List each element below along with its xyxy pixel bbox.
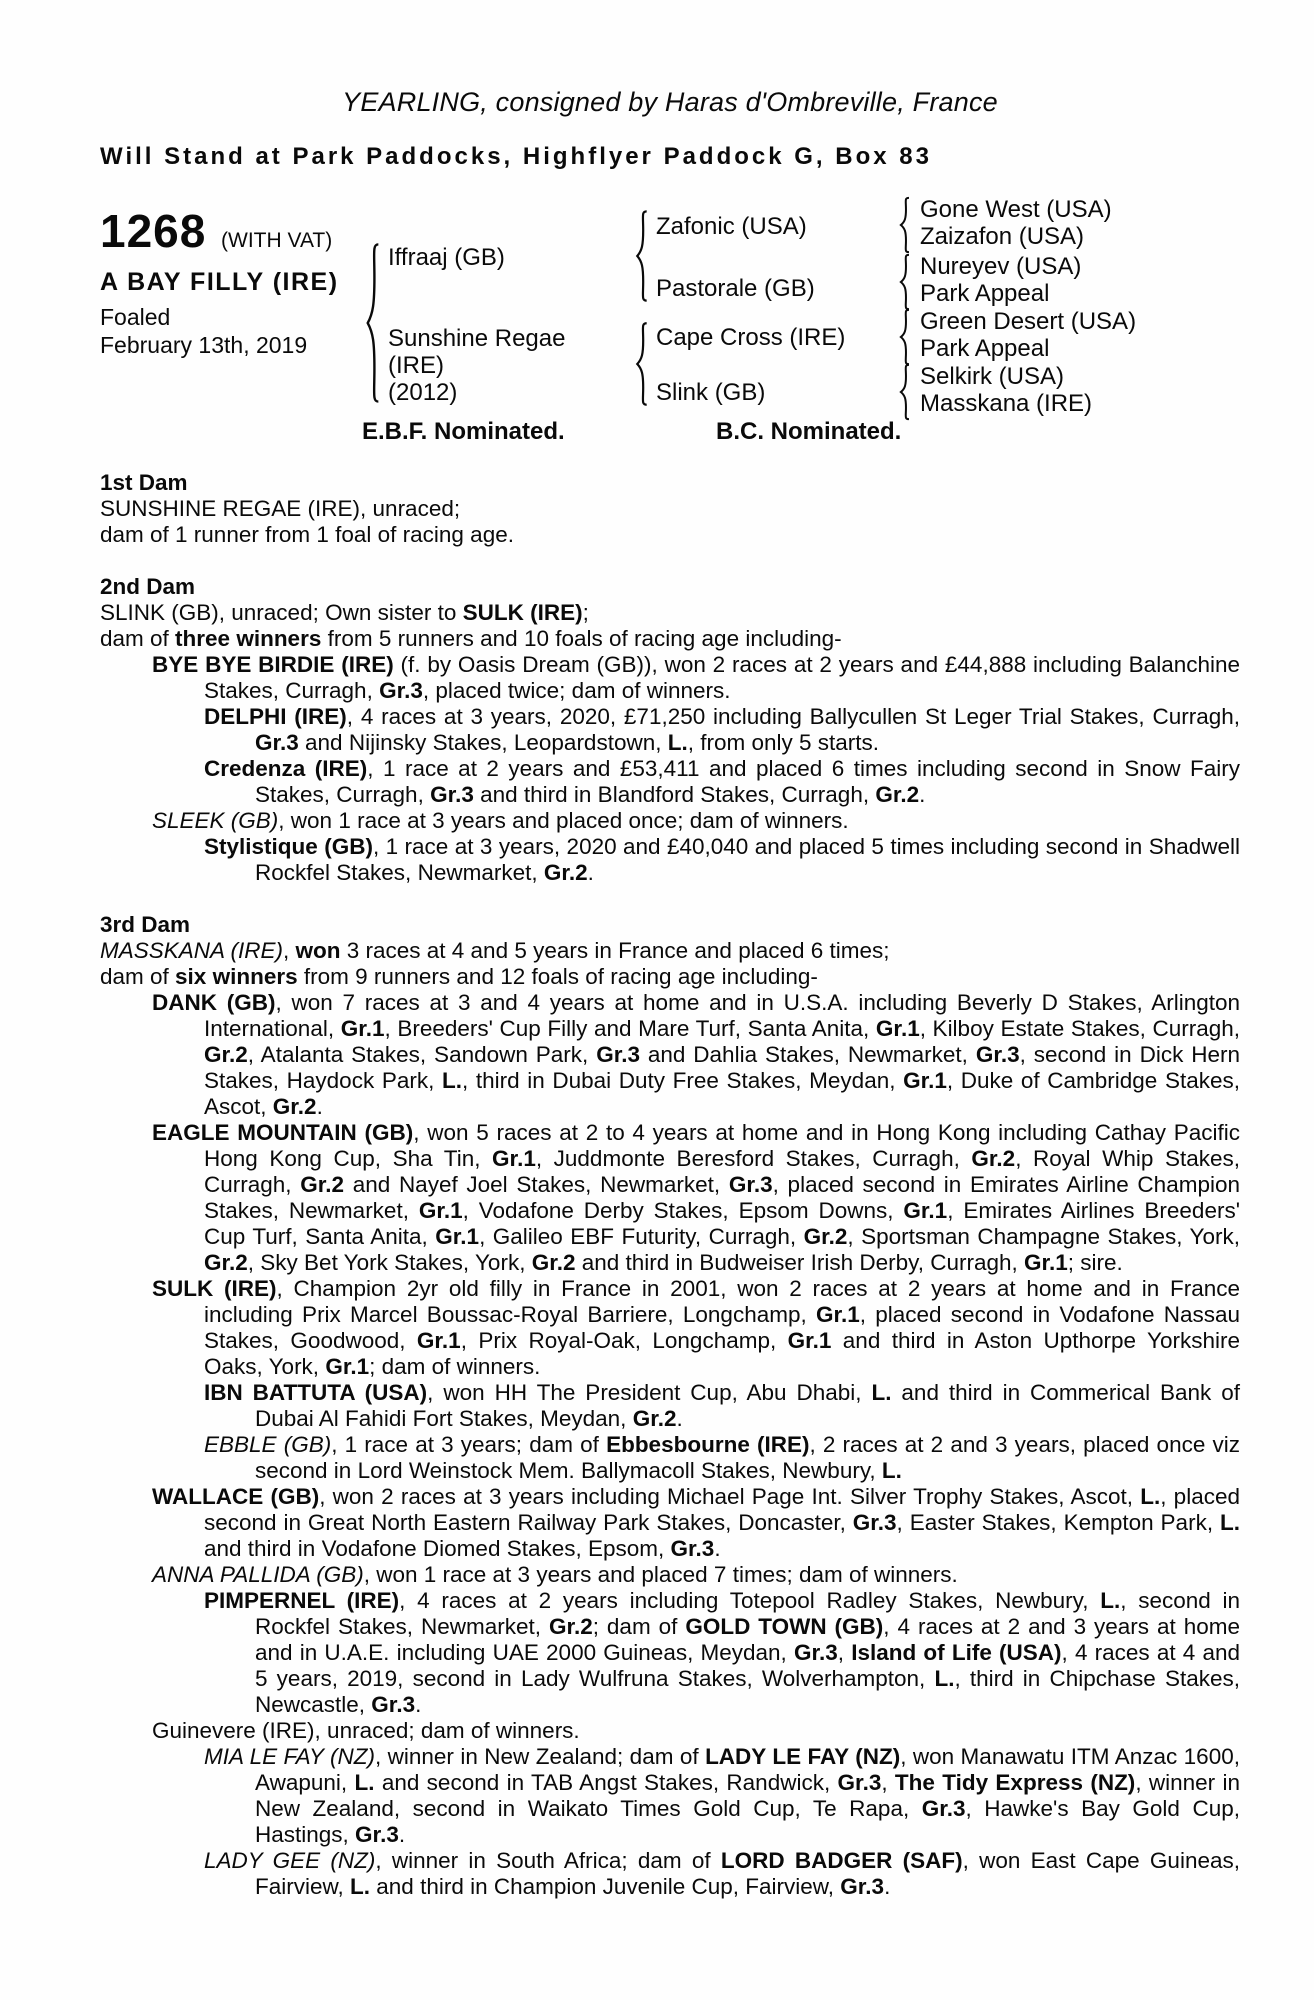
- catalogue-paragraph: SLINK (GB), unraced; Own sister to SULK (IRE);: [100, 600, 589, 625]
- pedigree-brace-icon: [898, 364, 911, 420]
- pedigree-name: Park Appeal: [920, 280, 1050, 307]
- pedigree-brace-icon: [634, 322, 649, 406]
- pedigree-dam-sire: Cape Cross (IRE): [656, 324, 846, 351]
- catalogue-paragraph: BYE BYE BIRDIE (IRE) (f. by Oasis Dream (GB)), won 2 races at 2 years and £44,888 including Balanchine Stakes, Curragh, Gr.3, placed twice; dam of winners.: [152, 652, 1241, 703]
- pedigree-dam-name: Sunshine Regae: [388, 325, 566, 352]
- pedigree-name: Masskana (IRE): [920, 390, 1093, 417]
- dam-section: [100, 574, 1240, 886]
- pedigree-name: Gone West (USA): [920, 196, 1112, 223]
- pedigree-dam-suffix: (IRE): [388, 352, 444, 379]
- pedigree-name: Park Appeal: [920, 335, 1050, 362]
- catalogue-paragraph: DANK (GB), won 7 races at 3 and 4 years at home and in U.S.A. including Beverly D Stakes, Arlington International, Gr.1, Breeders' Cup Filly and Mare Turf, Santa Anita, Gr.1, Kilboy Estate Stakes, Curragh, Gr.2, Atalanta Stakes, Sandown Park, Gr.3 and Dahlia Stakes, Newmarket, Gr.3, second in Dick Hern Stakes, Haydock Park, L., third in Dubai Duty Free Stakes, Meydan, Gr.1, Duke of Cambridge Stakes, Ascot, Gr.2.: [152, 990, 1241, 1119]
- nominations-row: [100, 418, 1240, 448]
- catalogue-paragraph: EBBLE (GB), 1 race at 3 years; dam of Ebbesbourne (IRE), 2 races at 2 and 3 years, placed once viz second in Lord Weinstock Mem. Ballymacoll Stakes, Newbury, L.: [204, 1432, 1240, 1483]
- pedigree-name: Green Desert (USA): [920, 308, 1137, 335]
- pedigree-brace-icon: [634, 210, 649, 302]
- catalogue-paragraph: Guinevere (IRE), unraced; dam of winners.: [152, 1718, 580, 1743]
- dam-section: [100, 470, 1240, 548]
- consignment-title: YEARLING, consigned by Haras d'Ombreville, France: [342, 87, 998, 117]
- pedigree-brace-icon: [898, 197, 911, 253]
- bc-nominated-label: B.C. Nominated.: [716, 418, 902, 445]
- catalogue-paragraph: MASSKANA (IRE), won 3 races at 4 and 5 years in France and placed 6 times;: [100, 938, 890, 963]
- catalogue-sections: [100, 470, 1240, 1900]
- catalogue-paragraph: ANNA PALLIDA (GB), won 1 race at 3 years and placed 7 times; dam of winners.: [152, 1562, 958, 1587]
- catalogue-paragraph: Stylistique (GB), 1 race at 3 years, 2020 and £40,040 and placed 5 times including second in Shadwell Rockfel Stakes, Newmarket, Gr.2.: [204, 834, 1241, 885]
- pedigree-dam: [388, 325, 565, 406]
- pedigree-greatgrandparents-3: [920, 308, 1136, 362]
- ebf-nominated-label: E.B.F. Nominated.: [362, 418, 565, 445]
- catalogue-paragraph: SLEEK (GB), won 1 race at 3 years and placed once; dam of winners.: [152, 808, 849, 833]
- pedigree-name: Selkirk (USA): [920, 363, 1065, 390]
- pedigree-brace-icon: [364, 242, 381, 404]
- pedigree-brace-icon: [898, 309, 911, 365]
- pedigree-greatgrandparents-4: [920, 363, 1092, 417]
- catalogue-paragraph: EAGLE MOUNTAIN (GB), won 5 races at 2 to 4 years at home and in Hong Kong including Cathay Pacific Hong Kong Cup, Sha Tin, Gr.1, Juddmonte Beresford Stakes, Curragh, Gr.2, Royal Whip Stakes, Curragh, Gr.2 and Nayef Joel Stakes, Newmarket, Gr.3, placed second in Emirates Airline Champion Stakes, Newmarket, Gr.1, Vodafone Derby Stakes, Epsom Downs, Gr.1, Emirates Airlines Breeders' Cup Turf, Santa Anita, Gr.1, Galileo EBF Futurity, Curragh, Gr.2, Sportsman Champagne Stakes, York, Gr.2, Sky Bet York Stakes, York, Gr.2 and third in Budweiser Irish Derby, Curragh, Gr.1; sire.: [152, 1120, 1241, 1275]
- pedigree-brace-icon: [898, 254, 911, 310]
- lot-number: 1268: [100, 205, 207, 257]
- stand-location: Will Stand at Park Paddocks, Highflyer Paddock G, Box 83: [100, 143, 932, 170]
- catalogue-paragraph: dam of six winners from 9 runners and 12 foals of racing age including-: [100, 964, 818, 989]
- lot-description: A BAY FILLY (IRE): [100, 268, 339, 296]
- catalogue-paragraph: IBN BATTUTA (USA), won HH The President Cup, Abu Dhabi, L. and third in Commerical Bank of Dubai Al Fahidi Fort Stakes, Meydan, Gr.2.: [204, 1380, 1240, 1431]
- foaled-date: February 13th, 2019: [100, 332, 308, 358]
- pedigree-block: [100, 196, 1240, 417]
- lot-vat-note: (WITH VAT): [221, 229, 333, 252]
- catalogue-paragraph: MIA LE FAY (NZ), winner in New Zealand; dam of LADY LE FAY (NZ), won Manawatu ITM Anzac 1600, Awapuni, L. and second in TAB Angst Stakes, Randwick, Gr.3, The Tidy Express (NZ), winner in New Zealand, second in Waikato Times Gold Cup, Te Rapa, Gr.3, Hawke's Bay Gold Cup, Hastings, Gr.3.: [204, 1744, 1241, 1847]
- catalogue-paragraph: dam of 1 runner from 1 foal of racing age.: [100, 522, 514, 547]
- pedigree-greatgrandparents-1: [920, 196, 1112, 250]
- catalogue-paragraph: WALLACE (GB), won 2 races at 3 years including Michael Page Int. Silver Trophy Stakes, Ascot, L., placed second in Great North Eastern Railway Park Stakes, Doncaster, Gr.3, Easter Stakes, Kempton Park, L. and third in Vodafone Diomed Stakes, Epsom, Gr.3.: [152, 1484, 1240, 1561]
- lot-row: [100, 204, 332, 258]
- pedigree-sire-sire: Zafonic (USA): [656, 213, 807, 240]
- catalogue-paragraph: Credenza (IRE), 1 race at 2 years and £53,411 and placed 6 times including second in Snow Fairy Stakes, Curragh, Gr.3 and third in Blandford Stakes, Curragh, Gr.2.: [204, 756, 1241, 807]
- pedigree-sire-dam: Pastorale (GB): [656, 275, 815, 302]
- section-heading: 1st Dam: [100, 470, 188, 495]
- catalogue-paragraph: dam of three winners from 5 runners and 10 foals of racing age including-: [100, 626, 842, 651]
- foaled-label: Foaled: [100, 304, 171, 330]
- section-heading: 3rd Dam: [100, 912, 191, 937]
- pedigree-dam-year: (2012): [388, 379, 458, 406]
- dam-section: [100, 912, 1240, 1900]
- pedigree-name: Zaizafon (USA): [920, 223, 1085, 250]
- catalogue-paragraph: SUNSHINE REGAE (IRE), unraced;: [100, 496, 461, 521]
- catalogue-paragraph: PIMPERNEL (IRE), 4 races at 2 years including Totepool Radley Stakes, Newbury, L., second in Rockfel Stakes, Newmarket, Gr.2; dam of GOLD TOWN (GB), 4 races at 2 and 3 years at home and in U.A.E. including UAE 2000 Guineas, Meydan, Gr.3, Island of Life (USA), 4 races at 4 and 5 years, 2019, second in Lady Wulfruna Stakes, Wolverhampton, L., third in Chipchase Stakes, Newcastle, Gr.3.: [204, 1588, 1241, 1717]
- catalogue-paragraph: SULK (IRE), Champion 2yr old filly in France in 2001, won 2 races at 2 years at home and in France including Prix Marcel Boussac-Royal Barriere, Longchamp, Gr.1, placed second in Vodafone Nassau Stakes, Goodwood, Gr.1, Prix Royal-Oak, Longchamp, Gr.1 and third in Aston Upthorpe Yorkshire Oaks, York, Gr.1; dam of winners.: [152, 1276, 1240, 1379]
- pedigree-greatgrandparents-2: [920, 253, 1081, 307]
- pedigree-name: Nureyev (USA): [920, 253, 1082, 280]
- pedigree-dam-dam: Slink (GB): [656, 379, 766, 406]
- catalogue-paragraph: LADY GEE (NZ), winner in South Africa; dam of LORD BADGER (SAF), won East Cape Guineas, Fairview, L. and third in Champion Juvenile Cup, Fairview, Gr.3.: [204, 1848, 1240, 1899]
- catalogue-paragraph: DELPHI (IRE), 4 races at 3 years, 2020, £71,250 including Ballycullen St Leger Trial Stakes, Curragh, Gr.3 and Nijinsky Stakes, Leopardstown, L., from only 5 starts.: [204, 704, 1240, 755]
- section-heading: 2nd Dam: [100, 574, 196, 599]
- pedigree-sire: Iffraaj (GB): [388, 244, 505, 271]
